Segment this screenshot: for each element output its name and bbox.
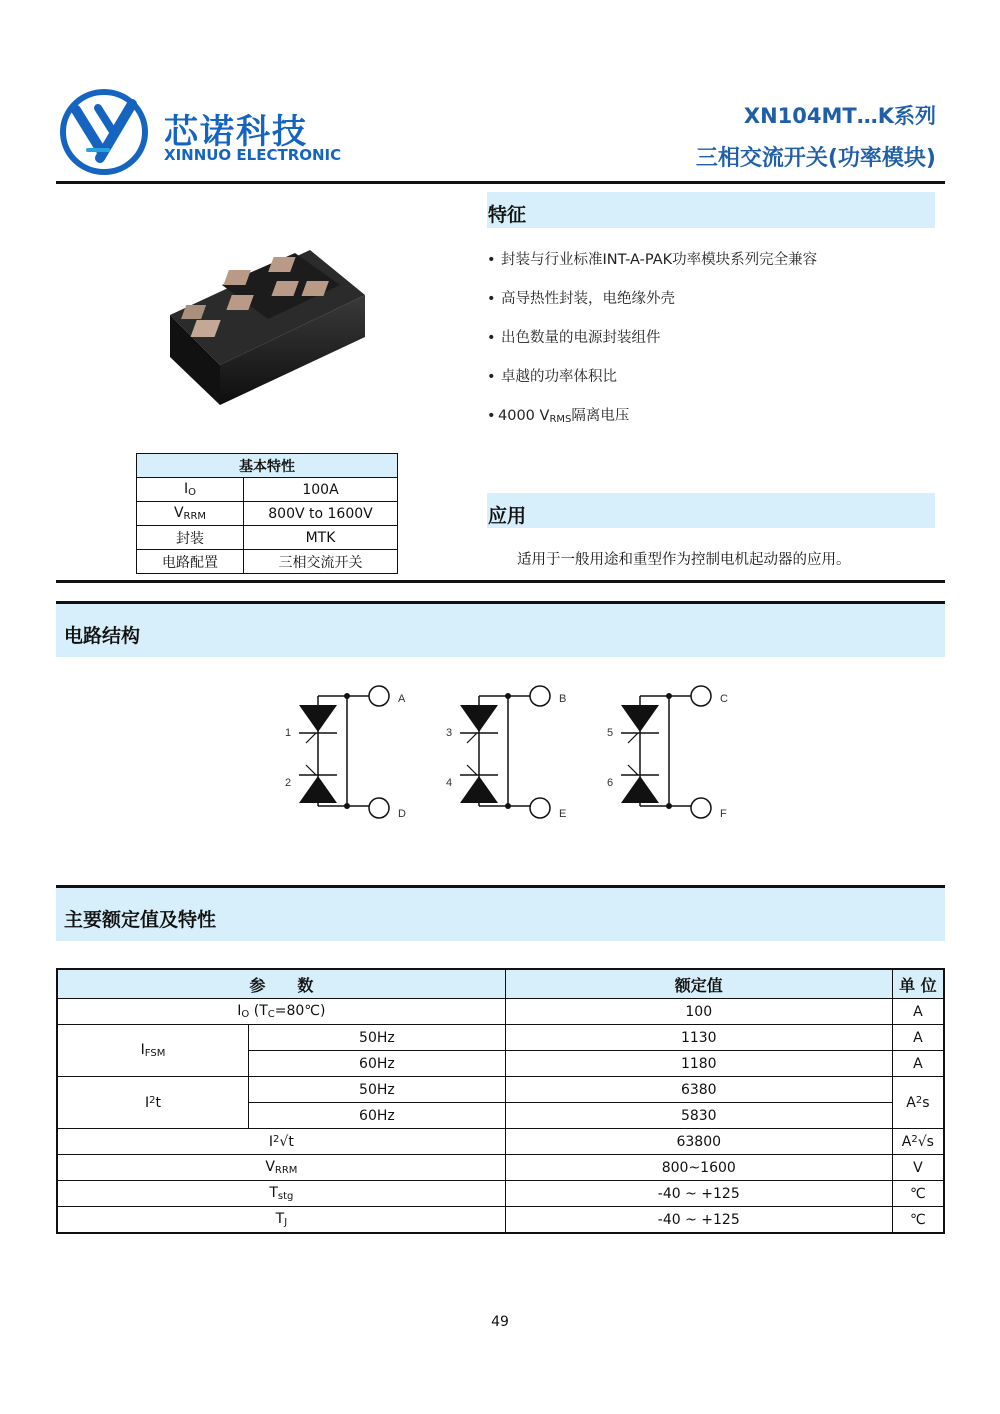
table-row: $V_{RRM}$ 800V to 1600V (137, 502, 398, 526)
application-band (487, 493, 935, 528)
table-row: 封装 MTK (137, 526, 398, 550)
table-row: $V_{RRM}$ 800~1600 V (57, 1155, 944, 1181)
terminal-icon (369, 798, 389, 818)
table-row: $I_O$ $(T_C=80℃)$ 100 A (57, 999, 944, 1025)
table-row: $T_J$ -40 ~ +125 ℃ (57, 1207, 944, 1234)
terminal-icon (530, 686, 550, 706)
terminal-icon (691, 798, 711, 818)
pin-label: B (559, 693, 567, 705)
table-row: 60Hz 5830 (57, 1103, 944, 1129)
circuit-title: 电路结构 (64, 625, 141, 647)
brand-name-en: XINNUO ELECTRONIC (164, 146, 342, 164)
basic-props-title: 基本特性 (137, 454, 398, 478)
thyristor-icon (299, 776, 337, 803)
table-row: $I^2√t$ 63800 $A^2√s$ (57, 1129, 944, 1155)
logo-mark-icon (58, 88, 150, 176)
thyristor-number: 1 (285, 727, 292, 739)
section-rule (56, 580, 945, 583)
col-header-value: 额定值 (505, 969, 892, 999)
circuit-diagram (280, 680, 740, 825)
thyristor-icon (621, 776, 659, 803)
ratings-title: 主要额定值及特性 (64, 909, 217, 931)
page-number: 49 (491, 1314, 509, 1330)
thyristor-icon (299, 705, 337, 732)
thyristor-number: 2 (285, 777, 292, 789)
basic-properties-table (136, 453, 398, 574)
thyristor-icon (460, 705, 498, 732)
thyristor-icon (621, 705, 659, 732)
feature-item: • 出色数量的电源封装组件 (487, 330, 661, 346)
series-title: XN104MT…K系列 (743, 104, 936, 128)
pin-label: F (720, 808, 727, 820)
table-row: $I_O$ 100A (137, 478, 398, 502)
product-image (160, 245, 370, 410)
feature-item: • 封装与行业标准INT-A-PAK功率模块系列完全兼容 (487, 252, 818, 268)
col-header-unit: 单 位 (892, 969, 944, 999)
pin-label: E (559, 808, 567, 820)
table-row: $I^2t$ 50Hz 6380 $A^2s$ (57, 1077, 944, 1103)
features-band (487, 192, 935, 228)
table-header-row (57, 969, 944, 999)
thyristor-number: 6 (607, 777, 614, 789)
thyristor-number: 5 (607, 727, 614, 739)
thyristor-pair (607, 686, 728, 820)
company-logo (58, 88, 150, 176)
header-rule (56, 181, 945, 184)
brand-name-cn: 芯诺科技 (164, 112, 308, 152)
application-text: 适用于一般用途和重型作为控制电机起动器的应用。 (517, 552, 851, 568)
col-header-param: 参 数 (57, 969, 505, 999)
thyristor-pair (285, 686, 406, 820)
pin-label: A (398, 693, 406, 705)
table-row: 电路配置 三相交流开关 (137, 550, 398, 574)
application-title: 应用 (488, 505, 527, 527)
feature-item: • 高导热性封装，电绝缘外壳 (487, 291, 675, 307)
thyristor-number: 3 (446, 727, 453, 739)
feature-item: • 卓越的功率体积比 (487, 369, 617, 385)
pin-label: C (720, 693, 728, 705)
thyristor-icon (460, 776, 498, 803)
features-title: 特征 (488, 204, 527, 226)
terminal-icon (369, 686, 389, 706)
thyristor-pair (446, 686, 566, 820)
table-row: $I_{FSM}$ 50Hz 1130 A (57, 1025, 944, 1051)
terminal-icon (530, 798, 550, 818)
table-row: $T_{stg}$ -40 ~ +125 ℃ (57, 1181, 944, 1207)
feature-item-isolation: • 4000 $V_{RMS}$隔离电压 (487, 408, 630, 425)
product-title: 三相交流开关(功率模块) (695, 146, 936, 171)
table-row: 60Hz 1180 A (57, 1051, 944, 1077)
thyristor-number: 4 (446, 777, 453, 789)
pin-label: D (398, 808, 406, 820)
terminal-icon (691, 686, 711, 706)
circuit-band (56, 604, 945, 657)
ratings-table (56, 968, 945, 1234)
